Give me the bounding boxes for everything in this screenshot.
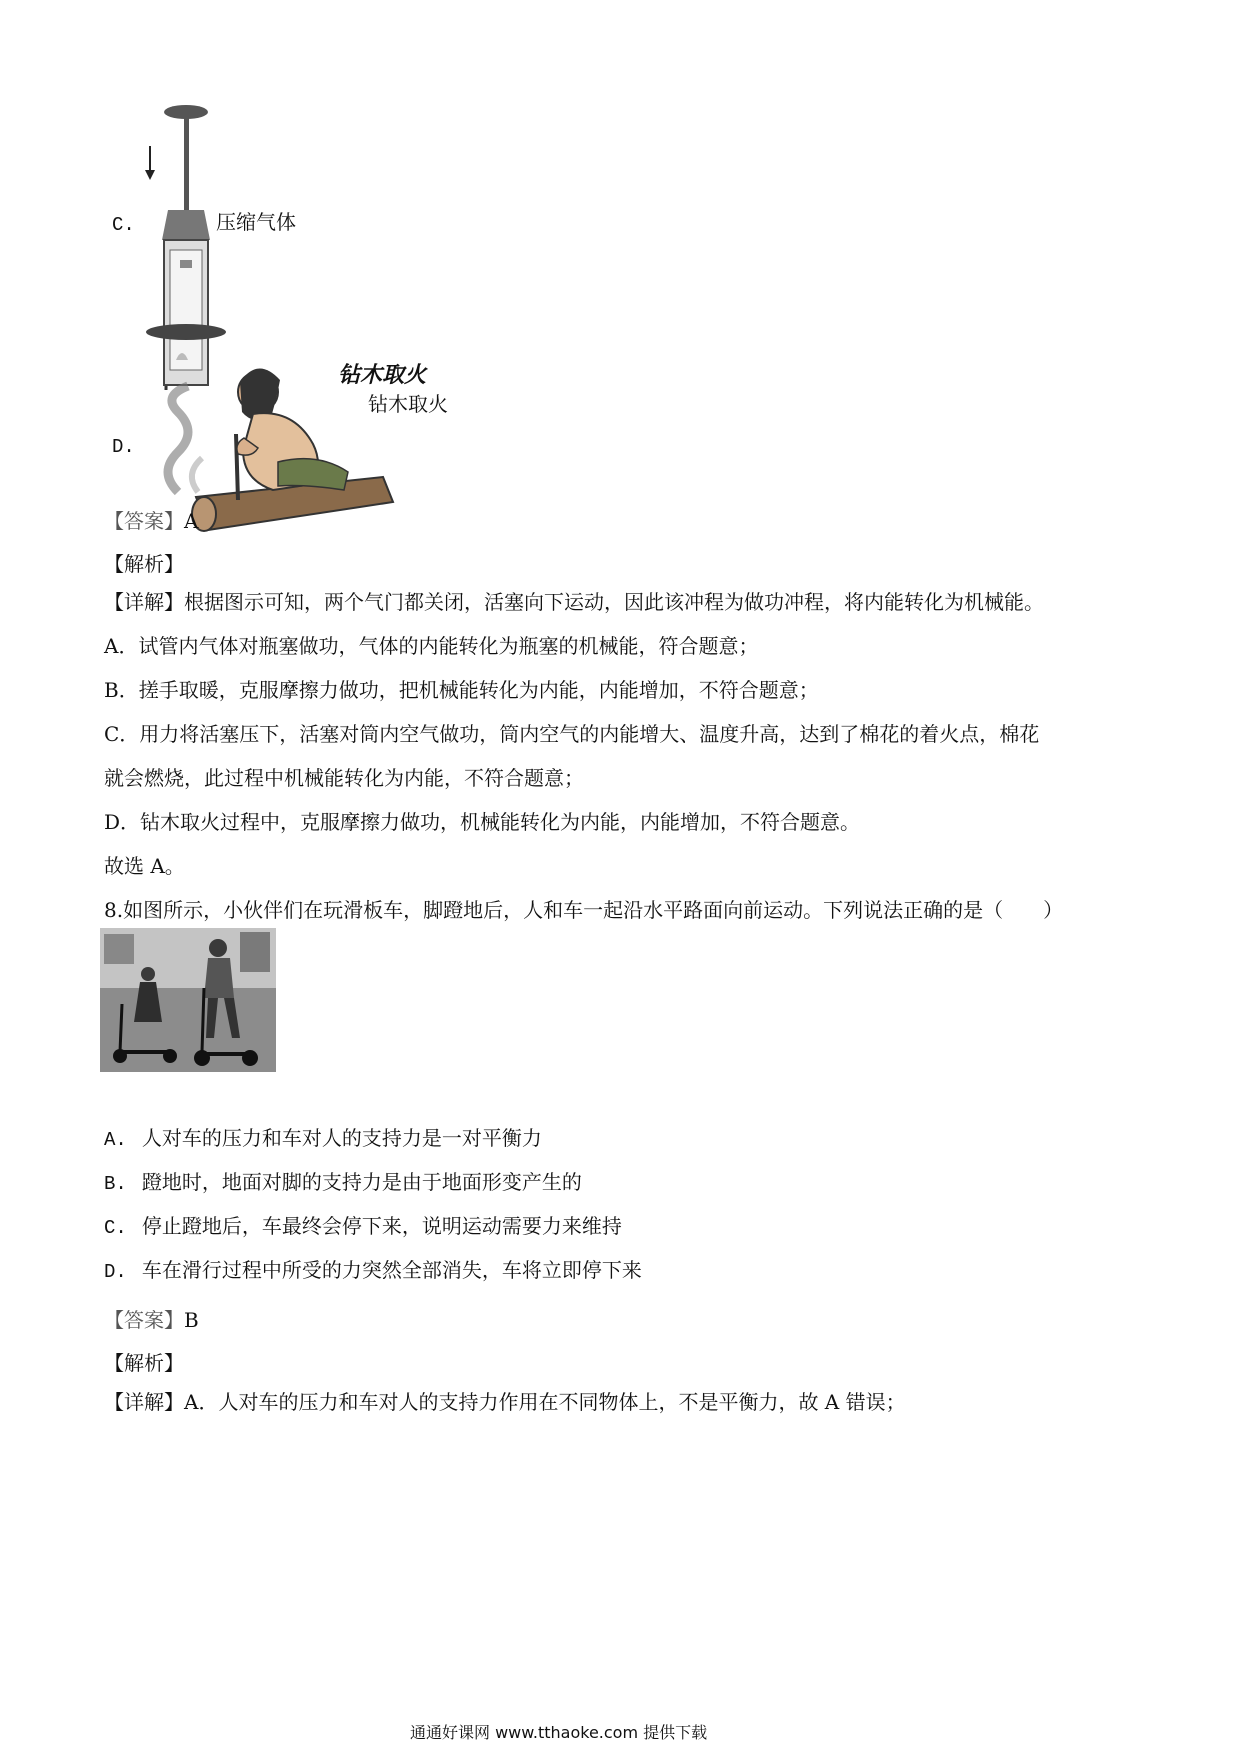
- q7-line-b: B．搓手取暖，克服摩擦力做功，把机械能转化为内能，内能增加，不符合题意；: [104, 678, 819, 702]
- compression-cylinder-figure: [140, 100, 220, 345]
- q7-answer-value: A: [184, 509, 199, 533]
- option-c-label: 压缩气体: [216, 210, 296, 234]
- q8-option-d-text: 车在滑行过程中所受的力突然全部消失，车将立即停下来: [141, 1258, 642, 1282]
- drilling-wood-caption: 钻木取火: [338, 363, 427, 388]
- q8-stem: 8.如图所示，小伙伴们在玩滑板车，脚蹬地后，人和车一起沿水平路面向前运动。下列说法正确的是（ ）: [104, 898, 1064, 922]
- q8-option-c: [104, 1216, 622, 1239]
- q8-detail-text: A．人对车的压力和车对人的支持力作用在不同物体上，不是平衡力，故 A 错误；: [184, 1390, 906, 1414]
- q8-option-a-letter: A.: [104, 1129, 127, 1151]
- q7-detail: [104, 592, 1044, 612]
- q7-detail-text: 根据图示可知，两个气门都关闭，活塞向下运动，因此该冲程为做功冲程，将内能转化为机械能。: [184, 590, 1044, 614]
- q8-option-c-letter: C.: [104, 1217, 127, 1239]
- q8-option-b-text: 蹬地时，地面对脚的支持力是由于地面形变产生的: [141, 1170, 582, 1194]
- q8-answer-tag: 【答案】: [104, 1308, 184, 1332]
- q8-option-b: [104, 1172, 582, 1195]
- q7-line-c2: 就会燃烧，此过程中机械能转化为内能，不符合题意；: [104, 766, 584, 790]
- q7-line-c1: C．用力将活塞压下，活塞对筒内空气做功，筒内空气的内能增大、温度升高，达到了棉花的着火点，棉花: [104, 722, 1040, 746]
- q7-answer-tag: 【答案】: [104, 509, 184, 533]
- q8-detail: [104, 1392, 906, 1412]
- q8-answer: [104, 1304, 199, 1333]
- q8-option-d: [104, 1260, 642, 1283]
- q7-detail-tag: 【详解】: [104, 590, 184, 614]
- option-d-letter: D.: [112, 436, 135, 458]
- q7-line-d: D．钻木取火过程中，克服摩擦力做功，机械能转化为内能，内能增加，不符合题意。: [104, 810, 861, 834]
- q7-line-a: A．试管内气体对瓶塞做功，气体的内能转化为瓶塞的机械能，符合题意；: [104, 634, 759, 658]
- q7-answer: [104, 505, 198, 534]
- q7-analysis-tag: 【解析】: [104, 552, 184, 576]
- q8-option-c-text: 停止蹬地后，车最终会停下来，说明运动需要力来维持: [141, 1214, 622, 1238]
- option-d-label: 钻木取火: [368, 392, 448, 416]
- scooter-photo: [100, 928, 276, 1072]
- option-c-letter: C.: [112, 214, 135, 236]
- q8-option-b-letter: B.: [104, 1173, 127, 1195]
- q8-option-d-letter: D.: [104, 1261, 127, 1283]
- q8-detail-tag: 【详解】: [104, 1390, 184, 1414]
- q8-answer-value: B: [184, 1308, 199, 1332]
- q7-conclusion: 故选 A。: [104, 854, 185, 878]
- q8-analysis-tag: 【解析】: [104, 1351, 184, 1375]
- page-footer: 通通好课网 www.tthaoke.com 提供下载: [410, 1723, 708, 1742]
- q8-option-a-text: 人对车的压力和车对人的支持力是一对平衡力: [141, 1126, 542, 1150]
- q8-option-a: [104, 1128, 542, 1151]
